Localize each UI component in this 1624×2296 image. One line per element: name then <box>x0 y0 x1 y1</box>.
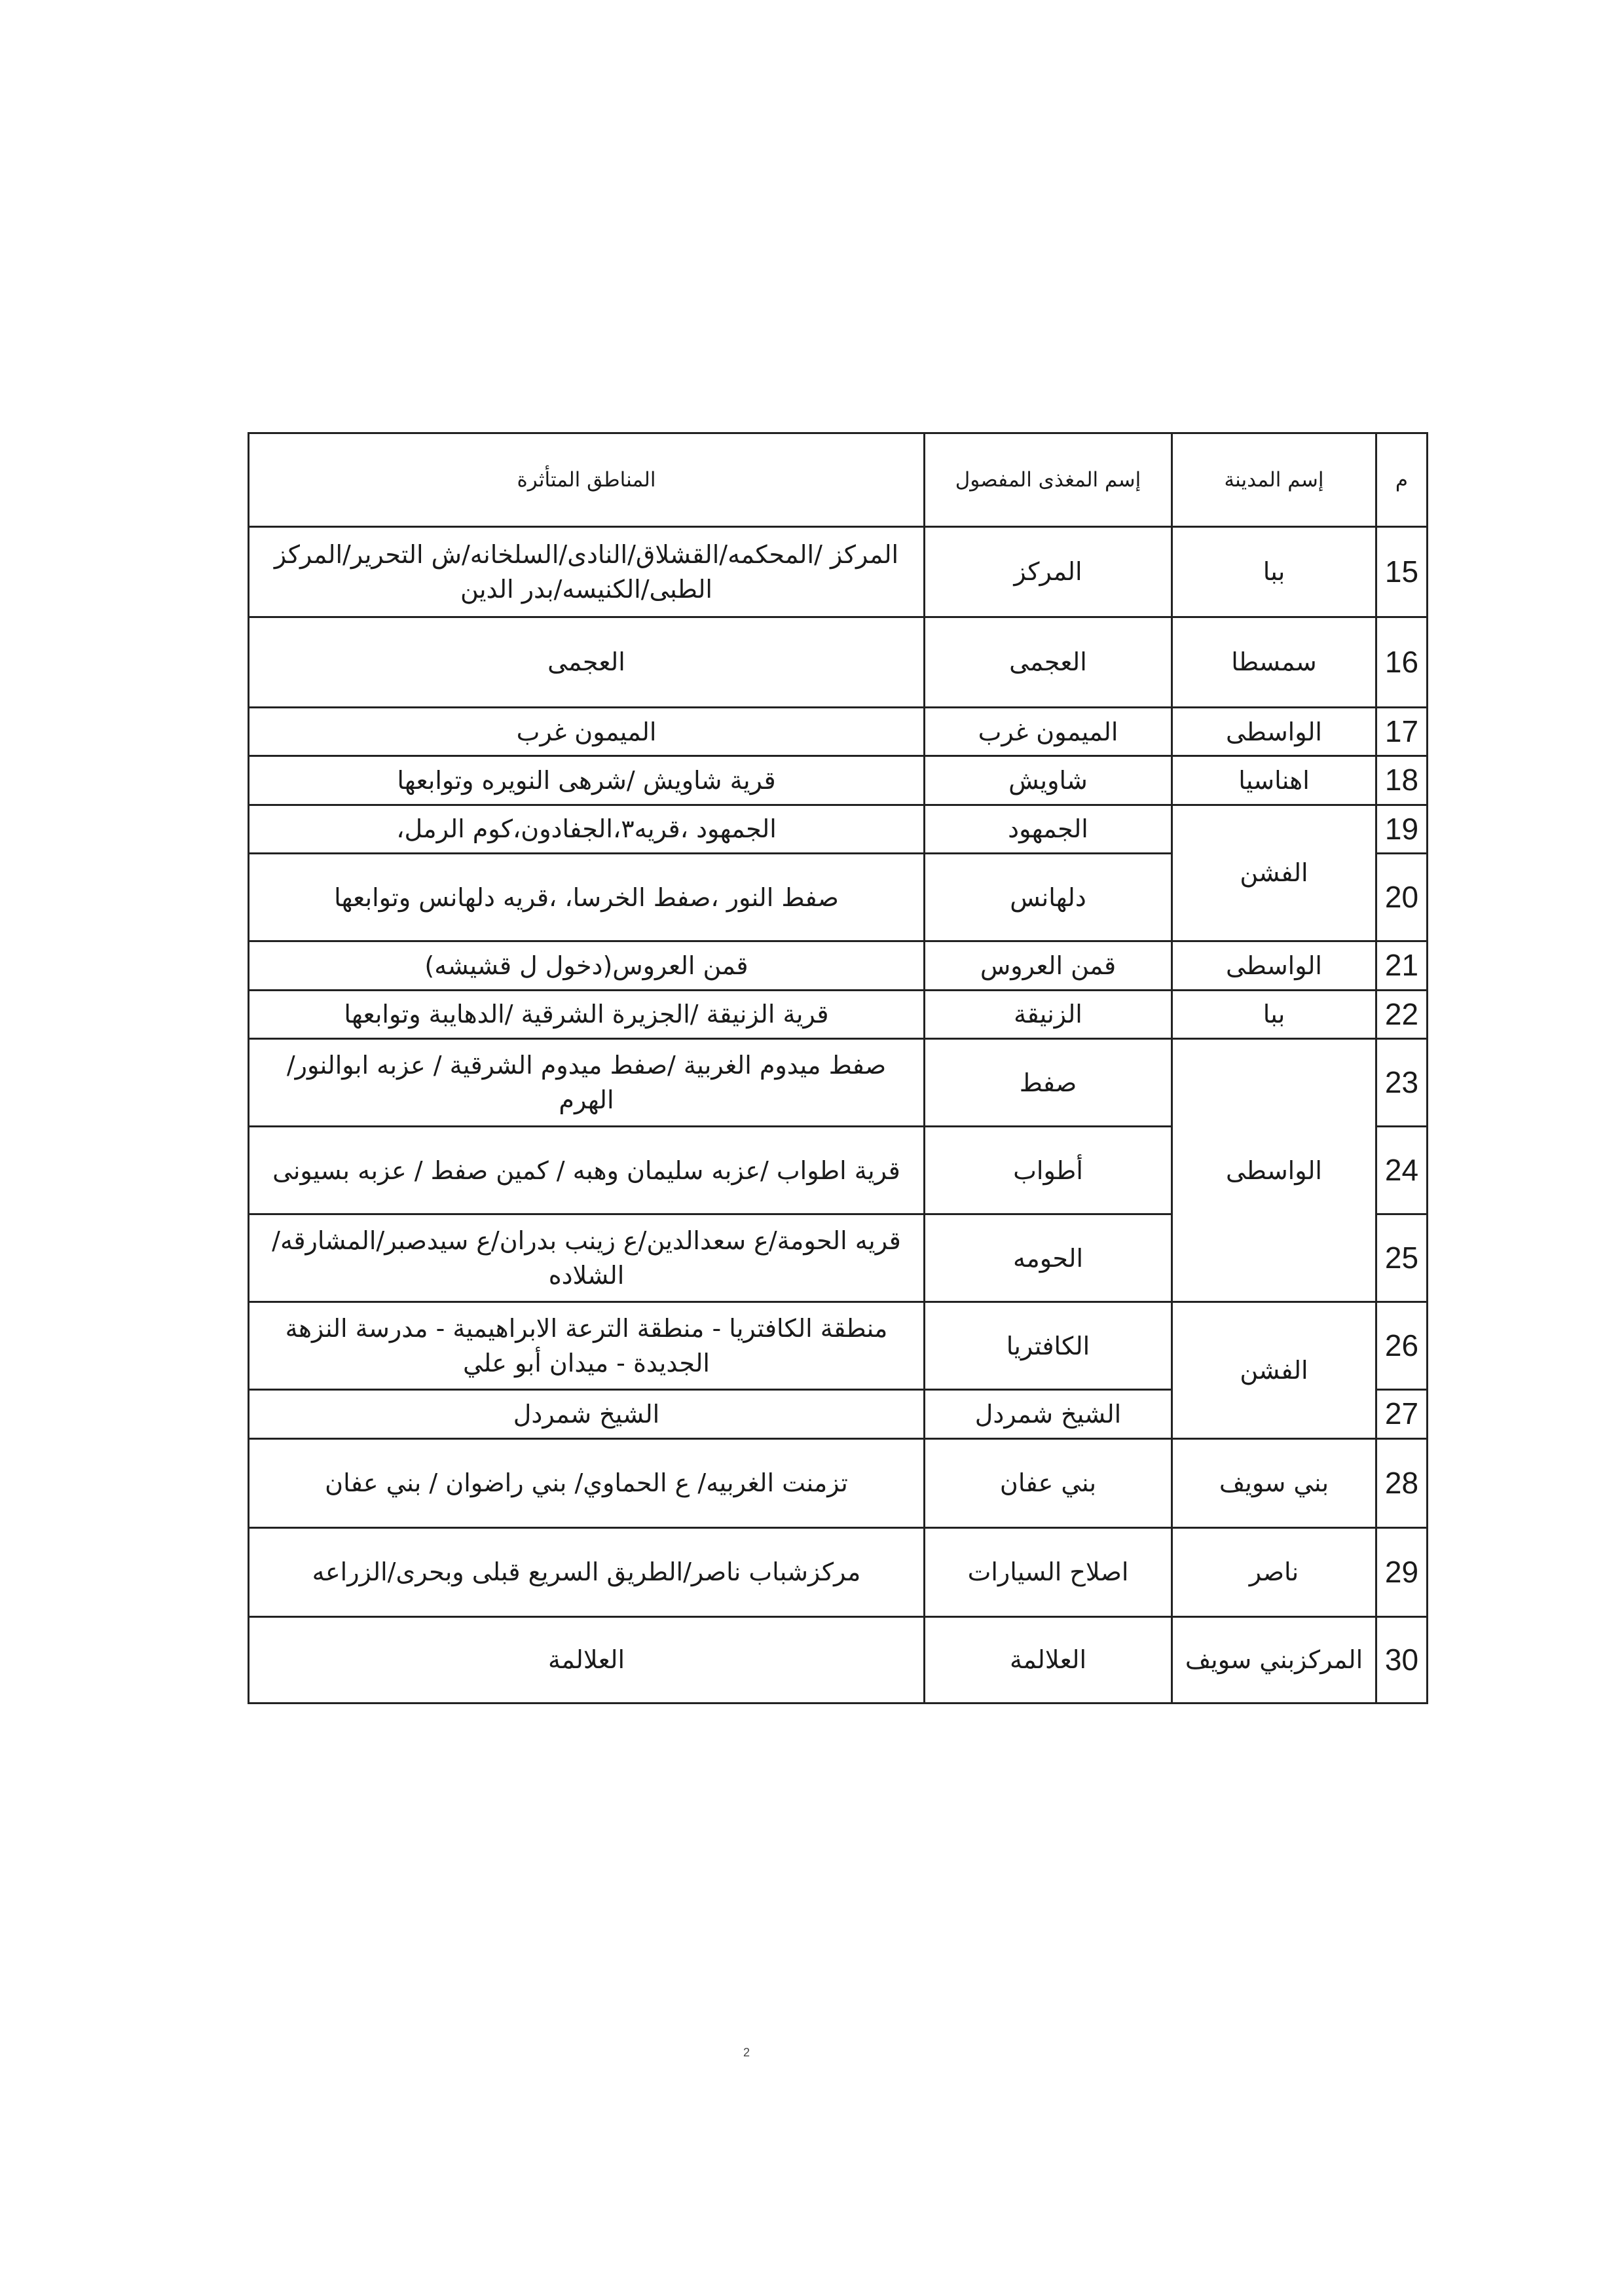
areas-cell: قرية الزنيقة /الجزيرة الشرقية /الدهايبة وتوابعها <box>249 990 925 1038</box>
feeder-cell: اصلاح السيارات <box>925 1527 1172 1616</box>
feeder-cell: دلهانس <box>925 854 1172 941</box>
row-number: 22 <box>1376 990 1428 1038</box>
table-row <box>249 617 1428 708</box>
feeder-cell: الزنيقة <box>925 990 1172 1038</box>
city-cell: بني سويف <box>1172 1438 1376 1527</box>
header-city: إسم المدينة <box>1172 433 1376 527</box>
areas-cell: صفط النور ،صفط الخرسا، ،قريه دلهانس وتوابعها <box>249 854 925 941</box>
table-row <box>249 1527 1428 1616</box>
header-feeder: إسم المغذى المفصول <box>925 433 1172 527</box>
feeder-cell: شاويش <box>925 756 1172 805</box>
areas-cell: قرية اطواب /عزبه سليمان وهبه / كمين صفط / عزبه بسيونى <box>249 1127 925 1214</box>
feeder-cell: صفط <box>925 1039 1172 1127</box>
table-row <box>249 805 1428 853</box>
feeder-cell: المركز <box>925 527 1172 617</box>
feeder-cell: العجمى <box>925 617 1172 708</box>
city-cell: الواسطى <box>1172 708 1376 756</box>
city-cell: الواسطى <box>1172 1039 1376 1302</box>
row-number: 27 <box>1376 1390 1428 1438</box>
table-row <box>249 527 1428 617</box>
table-row <box>249 708 1428 756</box>
row-number: 25 <box>1376 1214 1428 1302</box>
outage-table <box>248 432 1428 1704</box>
row-number: 18 <box>1376 756 1428 805</box>
areas-cell: قريه الحومة/ع سعدالدين/ع زينب بدران/ع سيدصبر/المشارقه/الشلاده <box>249 1214 925 1302</box>
table-header-row <box>249 433 1428 527</box>
row-number: 20 <box>1376 854 1428 941</box>
feeder-cell: العلالمة <box>925 1616 1172 1703</box>
areas-cell: صفط ميدوم الغربية /صفط ميدوم الشرقية / عزبه ابوالنور/ الهرم <box>249 1039 925 1127</box>
feeder-cell: بني عفان <box>925 1438 1172 1527</box>
header-number: م <box>1376 433 1428 527</box>
feeder-cell: الكافتريا <box>925 1302 1172 1390</box>
areas-cell: الجمهود ،قريه٣،الجفادون،كوم الرمل، <box>249 805 925 853</box>
city-cell: الواسطى <box>1172 941 1376 990</box>
row-number: 15 <box>1376 527 1428 617</box>
table-row <box>249 941 1428 990</box>
row-number: 28 <box>1376 1438 1428 1527</box>
city-cell: الفشن <box>1172 1302 1376 1438</box>
city-cell: سمسطا <box>1172 617 1376 708</box>
areas-cell: المركز /المحكمه/القشلاق/النادى/السلخانه/ش التحرير/المركز الطبى/الكنيسه/بدر الدين <box>249 527 925 617</box>
row-number: 16 <box>1376 617 1428 708</box>
areas-cell: قرية شاويش /شرهى النويره وتوابعها <box>249 756 925 805</box>
feeder-cell: الميمون غرب <box>925 708 1172 756</box>
row-number: 19 <box>1376 805 1428 853</box>
row-number: 23 <box>1376 1039 1428 1127</box>
city-cell: المركزبني سويف <box>1172 1616 1376 1703</box>
feeder-cell: الشيخ شمردل <box>925 1390 1172 1438</box>
city-cell: اهناسيا <box>1172 756 1376 805</box>
table-row <box>249 1039 1428 1127</box>
page-number: 2 <box>743 2046 750 2059</box>
header-affected-areas: المناطق المتأثرة <box>249 433 925 527</box>
city-cell: الفشن <box>1172 805 1376 941</box>
areas-cell: مركزشباب ناصر/الطريق السريع قبلى وبحرى/الزراعه <box>249 1527 925 1616</box>
feeder-cell: أطواب <box>925 1127 1172 1214</box>
areas-cell: منطقة الكافتريا - منطقة الترعة الابراهيمية - مدرسة النزهة الجديدة - ميدان أبو علي <box>249 1302 925 1390</box>
table-row <box>249 990 1428 1038</box>
table-row <box>249 1302 1428 1390</box>
areas-cell: الميمون غرب <box>249 708 925 756</box>
areas-cell: الشيخ شمردل <box>249 1390 925 1438</box>
row-number: 29 <box>1376 1527 1428 1616</box>
areas-cell: العلالمة <box>249 1616 925 1703</box>
row-number: 21 <box>1376 941 1428 990</box>
city-cell: ببا <box>1172 990 1376 1038</box>
areas-cell: العجمى <box>249 617 925 708</box>
row-number: 30 <box>1376 1616 1428 1703</box>
city-cell: ببا <box>1172 527 1376 617</box>
row-number: 26 <box>1376 1302 1428 1390</box>
table-row <box>249 1438 1428 1527</box>
areas-cell: تزمنت الغربيه/ ع الحماوي/ بني راضوان / بني عفان <box>249 1438 925 1527</box>
feeder-cell: قمن العروس <box>925 941 1172 990</box>
table-row <box>249 1616 1428 1703</box>
row-number: 24 <box>1376 1127 1428 1214</box>
areas-cell: قمن العروس(دخول ل قشيشه) <box>249 941 925 990</box>
feeder-cell: الحومه <box>925 1214 1172 1302</box>
table-row <box>249 756 1428 805</box>
row-number: 17 <box>1376 708 1428 756</box>
city-cell: ناصر <box>1172 1527 1376 1616</box>
feeder-cell: الجمهود <box>925 805 1172 853</box>
